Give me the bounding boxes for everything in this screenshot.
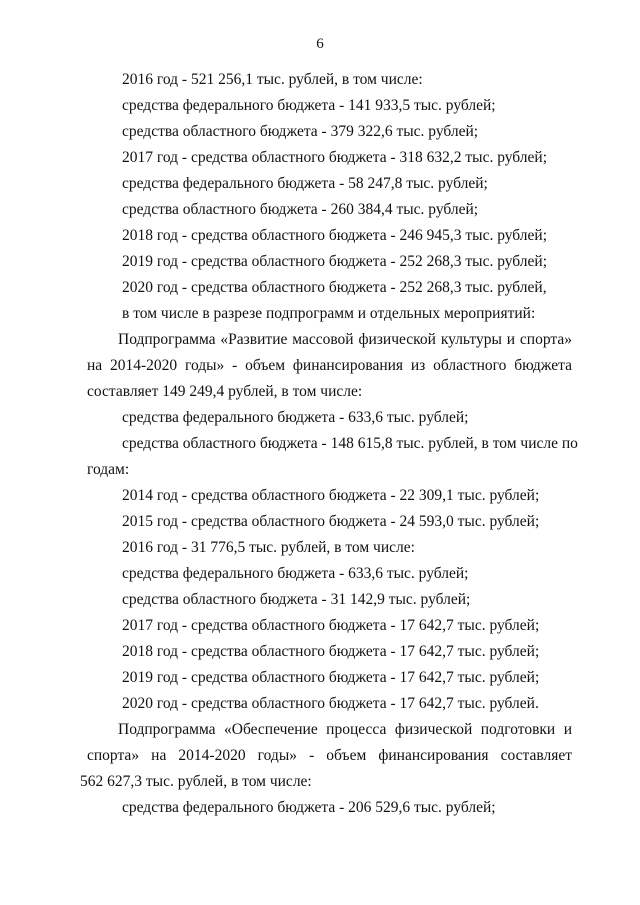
text-line: годам: <box>87 461 130 478</box>
text-line: в том числе в разрезе подпрограмм и отдельных мероприятий: <box>122 305 536 322</box>
text-line: средства областного бюджета - 148 615,8 тыс. рублей, в том числе по <box>122 435 578 452</box>
text-line: Подпрограмма «Обеспечение процесса физической подготовки и <box>118 721 572 738</box>
text-line: средства областного бюджета - 260 384,4 тыс. рублей; <box>122 201 479 218</box>
text-line: Подпрограмма «Развитие массовой физической культуры и спорта» <box>118 331 572 348</box>
text-line: средства областного бюджета - 31 142,9 тыс. рублей; <box>122 591 471 608</box>
text-line: 2015 год - средства областного бюджета - 24 593,0 тыс. рублей; <box>122 513 540 530</box>
text-line: средства федерального бюджета - 141 933,5 тыс. рублей; <box>122 97 496 114</box>
text-line: спорта» на 2014-2020 годы» - объем финансирования составляет <box>87 747 572 764</box>
text-line: средства федерального бюджета - 206 529,6 тыс. рублей; <box>122 799 496 816</box>
text-line: средства федерального бюджета - 58 247,8 тыс. рублей; <box>122 175 488 192</box>
text-line: 2020 год - средства областного бюджета - 17 642,7 тыс. рублей. <box>122 695 539 712</box>
text-line: 562 627,3 тыс. рублей, в том числе: <box>80 773 312 790</box>
text-line: 2019 год - средства областного бюджета - 17 642,7 тыс. рублей; <box>122 669 540 686</box>
page-number: 6 <box>316 36 324 52</box>
text-line: 2020 год - средства областного бюджета - 252 268,3 тыс. рублей, <box>122 279 547 296</box>
text-line: 2017 год - средства областного бюджета - 318 632,2 тыс. рублей; <box>122 149 548 166</box>
text-line: 2016 год - 31 776,5 тыс. рублей, в том числе: <box>122 539 415 556</box>
text-line: 2017 год - средства областного бюджета - 17 642,7 тыс. рублей; <box>122 617 540 634</box>
text-line: 2018 год - средства областного бюджета - 246 945,3 тыс. рублей; <box>122 227 548 244</box>
text-line: средства федерального бюджета - 633,6 тыс. рублей; <box>122 409 469 426</box>
text-line: 2014 год - средства областного бюджета - 22 309,1 тыс. рублей; <box>122 487 540 504</box>
text-line: 2016 год - 521 256,1 тыс. рублей, в том числе: <box>122 71 423 88</box>
text-line: составляет 149 249,4 рублей, в том числе: <box>87 383 363 400</box>
text-line: на 2014-2020 годы» - объем финансирования из областного бюджета <box>87 357 572 374</box>
text-line: средства федерального бюджета - 633,6 тыс. рублей; <box>122 565 469 582</box>
text-line: 2018 год - средства областного бюджета - 17 642,7 тыс. рублей; <box>122 643 540 660</box>
text-line: средства областного бюджета - 379 322,6 тыс. рублей; <box>122 123 479 140</box>
text-line: 2019 год - средства областного бюджета - 252 268,3 тыс. рублей; <box>122 253 548 270</box>
